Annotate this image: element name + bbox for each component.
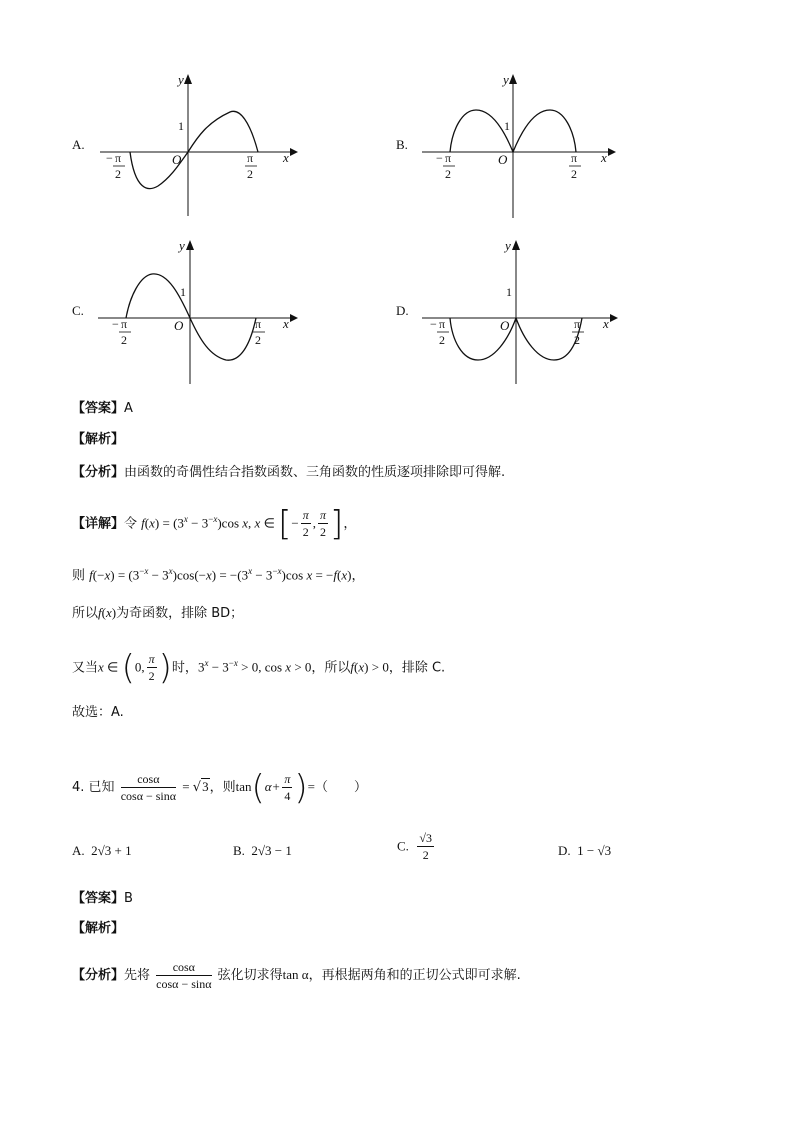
question-4: 4. 已知 $\frac{\cos\alpha}{\cos\alpha - \sin\alpha}$ = √3，则tan(α+ $\frac{\pi}{4}$ )=（ ） — [72, 767, 367, 808]
detail-line-3: 所以f(x)为奇函数，排除 BD； — [72, 605, 244, 621]
svg-text:x: x — [603, 316, 609, 331]
tick-one: 1 — [178, 119, 184, 133]
svg-text:O: O — [500, 318, 510, 333]
svg-text:π: π — [445, 151, 452, 165]
answer-line-q3 — [72, 398, 133, 420]
svg-text:y: y — [179, 238, 185, 253]
option-a-letter: A. — [72, 137, 85, 152]
graph-option-c — [90, 236, 300, 386]
fenxi-text: 由函数的奇偶性结合指数函数、三角函数的性质逐项排除即可得解. — [124, 465, 506, 480]
detail-line-2: 则 $f(-x) = (3^{-x} - 3^x)\cos(-x) = -(3^x - 3^{-x})\cos$ x = −f(x)， — [72, 566, 365, 584]
fenxi-line-q3: 【分析】由函数的奇偶性结合指数函数、三角函数的性质逐项排除即可得解. — [72, 465, 506, 480]
q4-choice-c: C. $\frac{√3}{2}$ — [397, 831, 433, 862]
fenxi-line-q4: 【分析】先将 $\frac{\cos\alpha}{\cos\alpha - \sin\alpha}$ 弦化切求得tan α，再根据两角和的正切公式即可求解. — [72, 960, 521, 991]
svg-text:2: 2 — [445, 167, 451, 181]
graph-a-svg — [90, 70, 300, 220]
analysis-tag-q3: 【解析】 — [72, 432, 125, 447]
graph-option-a — [90, 70, 300, 220]
svg-text:−: − — [112, 317, 119, 331]
q4-choice-a: A. 2√3 + 1 — [72, 843, 132, 858]
q4-choice-d: D. 1 − √3 — [558, 843, 612, 858]
answer-tag: 【答案】 — [72, 401, 125, 416]
svg-text:π: π — [439, 317, 446, 331]
option-b-letter: B. — [396, 137, 408, 152]
answer-value: A — [124, 401, 133, 416]
svg-text:2: 2 — [255, 333, 261, 347]
svg-text:O: O — [498, 152, 508, 167]
y-axis-arrow — [184, 74, 192, 84]
svg-text:O: O — [174, 318, 184, 333]
svg-text:1: 1 — [504, 119, 510, 133]
answer-line-q4: 【答案】B — [72, 891, 133, 906]
svg-text:−: − — [436, 151, 443, 165]
graph-option-d — [414, 236, 624, 386]
graph-a-curve — [130, 111, 258, 188]
analysis-tag-q4: 【解析】 — [72, 921, 125, 936]
detail-line-5: 故选：A. — [72, 705, 124, 720]
svg-text:x: x — [283, 316, 289, 331]
q4-choice-b: B. 2√3 − 1 — [233, 843, 292, 858]
option-d-letter: D. — [396, 303, 409, 318]
svg-text:y: y — [505, 238, 511, 253]
svg-text:2: 2 — [571, 167, 577, 181]
svg-text:π: π — [121, 317, 128, 331]
svg-text:π: π — [574, 317, 581, 331]
graph-d-svg — [414, 236, 624, 386]
svg-text:π: π — [571, 151, 578, 165]
svg-text:x: x — [601, 150, 607, 165]
pos-pi: π — [247, 151, 254, 165]
svg-text:π: π — [255, 317, 262, 331]
option-c-letter: C. — [72, 303, 84, 318]
detail-line-1: 【详解】令 $f(x) = (3^x - 3^{-x})\cos$ x, x ∈ [− $\frac{\pi}{2}$ , $\frac{\pi}{2}$ ]， — [72, 503, 357, 544]
detail-line-4: 又当x ∈ (0, $\frac{\pi}{2}$ )时，$3^x - 3^{-x} > 0$, cos x > 0，所以f(x) > 0，排除 C. — [72, 647, 446, 688]
x-axis-arrow — [290, 148, 298, 156]
svg-text:−: − — [430, 317, 437, 331]
x-label: x — [283, 150, 289, 165]
svg-text:1: 1 — [180, 285, 186, 299]
svg-text:y: y — [503, 72, 509, 87]
svg-text:2: 2 — [574, 333, 580, 347]
y-label: y — [178, 72, 184, 87]
neg-sign: − — [106, 151, 113, 165]
graph-b-svg — [414, 70, 624, 220]
graph-option-b — [414, 70, 624, 220]
graph-c-svg — [90, 236, 300, 386]
graph-c-curve — [126, 274, 256, 360]
svg-text:2: 2 — [121, 333, 127, 347]
neg-two: 2 — [115, 167, 121, 181]
svg-text:2: 2 — [439, 333, 445, 347]
svg-text:1: 1 — [506, 285, 512, 299]
pos-two: 2 — [247, 167, 253, 181]
q4-number: 4. — [72, 780, 85, 795]
origin-label: O — [172, 152, 182, 167]
neg-pi: π — [115, 151, 122, 165]
